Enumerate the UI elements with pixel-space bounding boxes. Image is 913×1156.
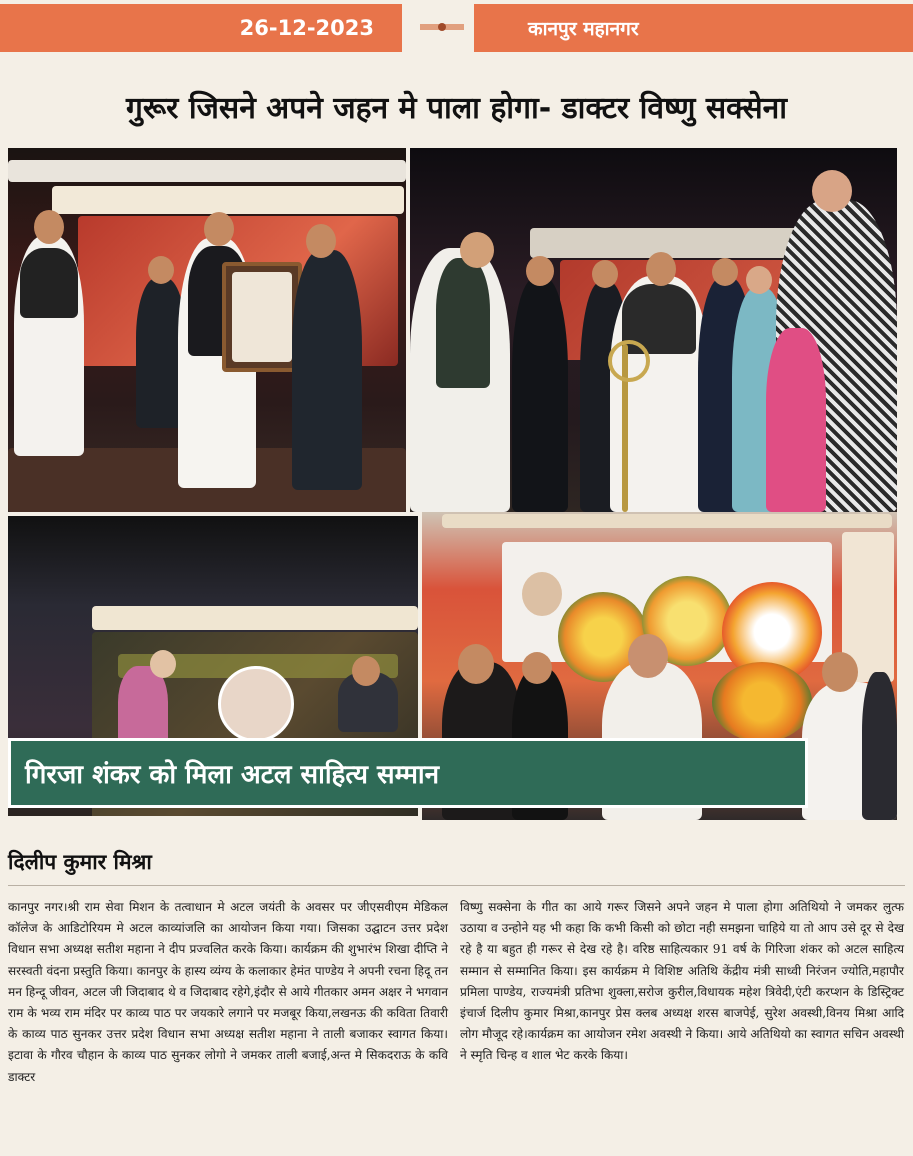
- lamp-lighting-photo: [410, 148, 897, 512]
- headline: गुरूर जिसने अपने जहन मे पाला होगा- डाक्टर विष्णु सक्सेना: [125, 91, 788, 126]
- masthead-bar: [0, 0, 913, 56]
- award-photo: [8, 148, 406, 512]
- date-label: 26-12-2023: [0, 4, 402, 52]
- photo-caption: गिरजा शंकर को मिला अटल साहित्य सम्मान: [8, 738, 808, 808]
- author-byline: दिलीप कुमार मिश्रा: [8, 850, 152, 874]
- edition-label: कानपुर महानगर: [474, 4, 913, 52]
- article-column-right: विष्णु सक्सेना के गीत का आये गरूर जिसने अपने जहन मे पाला होगा अतिथियो ने जमकर लुत्फ उठाया व उन्होने यह भी कहा कि कभी किसी को छोटा नही समझना चाहिये या तो आप उसे दूर से देख रहे है या बहुत ही गरूर से देख रहे है। वरिष्ठ साहित्यकार 91 वर्ष के गिरिजा शंकर को अटल साहित्य सम्मान से सम्मानित किया। इस कार्यक्रम मे विशिष्ट अतिथि केंद्रीय मंत्री साध्वी निरंजन ज्योति,महापौर प्रमिला पाण्डेय, राज्यमंत्री प्रतिभा शुक्ला,सरोज कुरील,विधायक महेश त्रिवेदी,एंटी करप्शन के डिस्ट्रिक्ट इंचार्ज दिलीप कुमार मिश्रा,कानपुर प्रेस क्लब अध्यक्ष शरस बाजपेई, सुरेश अवस्थी,विनय मिश्रा आदि लोग मौजूद रहे।कार्यक्रम का आयोजन रमेश अवस्थी ने किया। आये अतिथियो का स्वागत सचिन अवस्थी ने स्मृति चिन्ह व शाल भेट करके किया।: [460, 900, 904, 1063]
- newspaper-logo-icon: [418, 14, 466, 40]
- article-column-left: कानपुर नगर।श्री राम सेवा मिशन के तत्वाधान मे अटल जयंती के अवसर पर जीएसवीएम मेडिकल कॉलेज के आडिटोरियम मे अटल काव्यांजलि का आयोजन किया गया। जिसका उद्घाटन उत्तर प्रदेश विधान सभा अध्यक्ष सतीश महाना ने दीप प्रज्वलित करके किया। कार्यक्रम की शुभारंभ शिखा दीप्ति ने सरस्वती वंदना प्रस्तुति किया। कानपुर के हास्य व्यंग्य के कलाकार हेमंत पाण्डेय ने अपनी रचना हिदू तन मन हिन्दू जीवन, अटल जी जिदाबाद थे व जिदाबाद रहेगे,इंदौर से आये गीतकार अमन अक्षर ने भगवान राम के भव्य राम मंदिर पर काव्य पाठ पर जयकारे लगाने पर मजबूर किया,लखनऊ की कविता तिवारी के काव्य पाठ सुनकर उत्तर प्रदेश विधान सभा अध्यक्ष सतीश महाना ने ताली बजाकर स्वागत किया। इटावा के गौरव चौहान के काव्य पाठ सुनकर लोगो ने जमकर ताली बजाई,अन्त मे सिकदराऊ के कवि डाक्टर: [8, 900, 448, 1084]
- byline-divider: [8, 885, 905, 886]
